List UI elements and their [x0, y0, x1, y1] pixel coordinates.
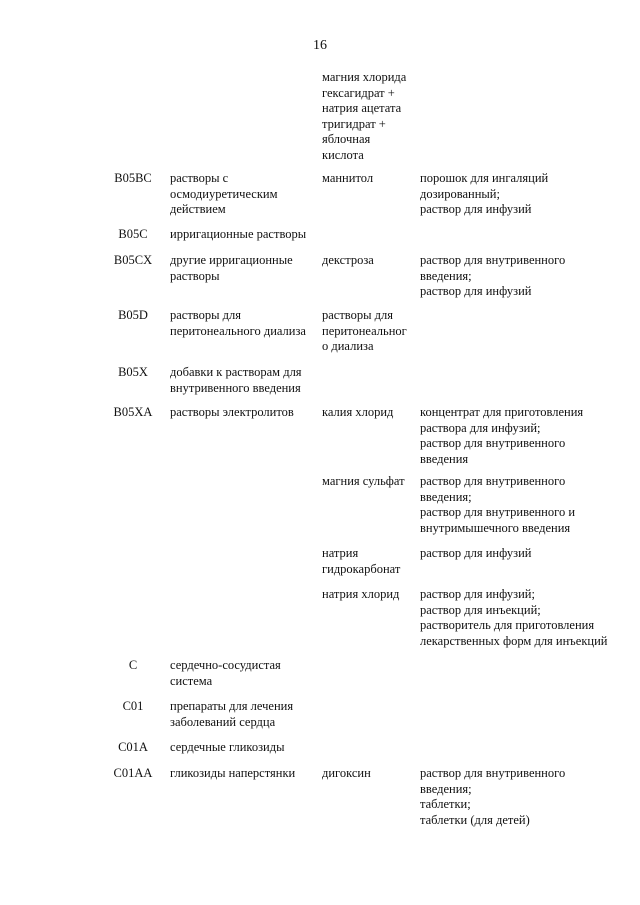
atc-code: C01 [122, 699, 144, 713]
drug-name: дигоксин [322, 766, 371, 780]
group-name: растворы для перитонеального диализа [170, 308, 306, 338]
atc-code: B05C [118, 227, 148, 241]
dosage-form: раствор для инфузий; раствор для инъекций; растворитель для приготовления лекарственных форм для инъекций [420, 587, 608, 648]
group-name: ирригационные растворы [170, 227, 307, 241]
drug-name: магния хлорида гексагидрат + натрия ацетата тригидрат + яблочная кислота [322, 70, 407, 162]
group-name: препараты для лечения заболеваний сердца [170, 699, 294, 729]
dosage-form: раствор для внутривенного введения; раствор для инфузий [420, 253, 566, 298]
group-name: другие ирригационные растворы [170, 253, 293, 283]
dosage-form: порошок для ингаляций дозированный; раствор для инфузий [420, 171, 549, 216]
dosage-form: раствор для инфузий [420, 546, 532, 560]
drug-name: декстроза [322, 253, 374, 267]
drug-name: растворы для перитонеальног о диализа [322, 308, 407, 353]
drug-name: натрия гидрокарбонат [322, 546, 401, 576]
dosage-form: раствор для внутривенного введения; раствор для внутривенного и внутримышечного введения [420, 474, 576, 535]
dosage-form: раствор для внутривенного введения; таблетки; таблетки (для детей) [420, 766, 566, 827]
atc-code: B05CX [113, 253, 153, 267]
atc-code: B05D [118, 308, 148, 322]
group-name: сердечные гликозиды [170, 740, 285, 754]
dosage-form: концентрат для приготовления раствора для инфузий; раствор для внутривенного введения [420, 405, 584, 466]
group-name: растворы электролитов [170, 405, 294, 419]
atc-code: C01A [118, 740, 148, 754]
atc-code: B05X [118, 365, 148, 379]
atc-code: C01AA [113, 766, 153, 780]
atc-code: B05XA [113, 405, 153, 419]
group-name: растворы с осмодиуретическим действием [170, 171, 278, 216]
drug-name: магния сульфат [322, 474, 405, 488]
group-name: сердечно-сосудистая система [170, 658, 281, 688]
page-number: 16 [313, 38, 327, 53]
drug-name: калия хлорид [322, 405, 394, 419]
drug-name: маннитол [322, 171, 374, 185]
atc-code: C [128, 658, 138, 672]
group-name: добавки к растворам для внутривенного введения [170, 365, 302, 395]
atc-code: B05BC [114, 171, 152, 185]
group-name: гликозиды наперстянки [170, 766, 296, 780]
drug-name: натрия хлорид [322, 587, 400, 601]
